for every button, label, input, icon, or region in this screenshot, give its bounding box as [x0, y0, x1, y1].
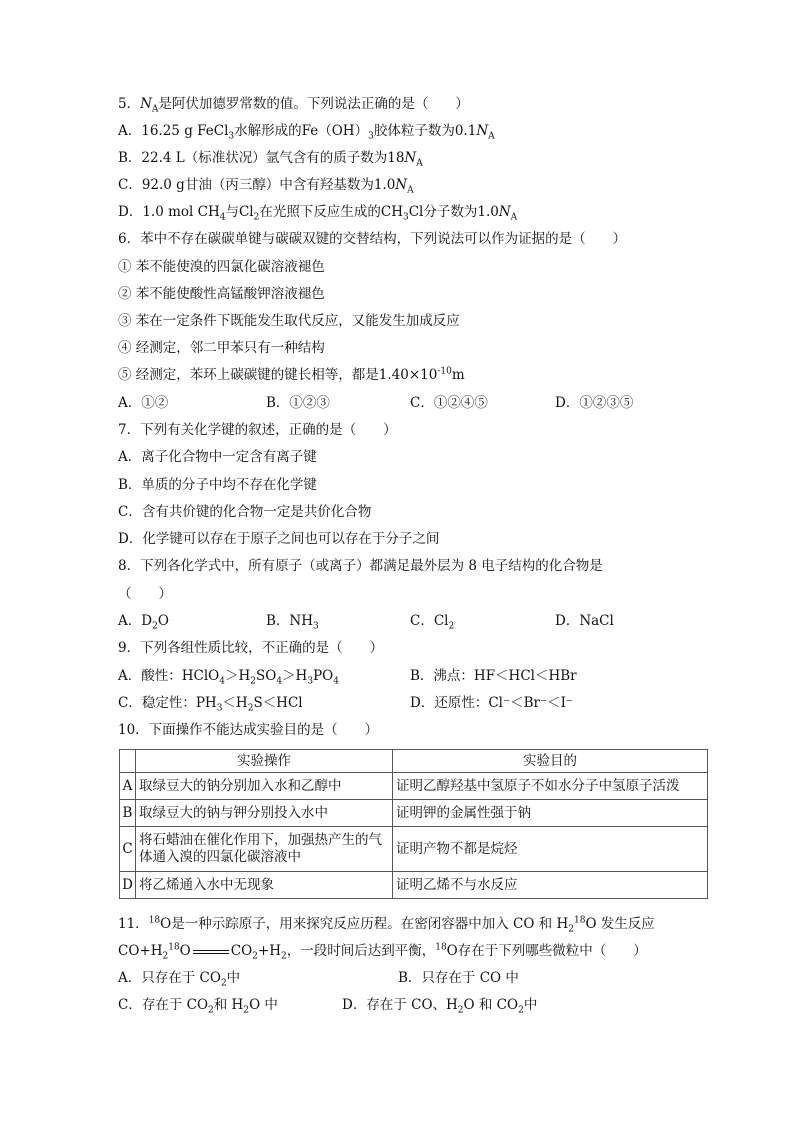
q8-option-b: B．$NH_3$ [266, 613, 319, 632]
q10-table [119, 749, 708, 899]
q11-option-a: A．只存在于 $CO_2$中 [118, 970, 241, 989]
q6-item-5: ⑤ 经测定，苯环上碳碳键的键长相等，都是$1.40\times 10^{-10}m$ [118, 366, 465, 383]
q7-option-c: C．含有共价键的化合物一定是共价化合物 [118, 504, 372, 520]
q5-option-d: D．1.0 mol $CH_4$与$Cl_2$在光照下反应生成的$CH_3Cl$分子数为$1.0N_A$ [118, 204, 518, 223]
q9-option-c: C．稳定性：$PH_3<H_2S<HCl$ [118, 695, 303, 714]
q6-item-1: ① 苯不能使溴的四氯化碳溶液褪色 [118, 259, 325, 275]
q10-row-label: A [120, 773, 136, 800]
q9-option-d: D．还原性：Cl⁻＜Br⁻＜I⁻ [410, 695, 574, 711]
q6-option-c: C．①②④⑤ [410, 395, 488, 411]
q10-row-goal: 证明产物不都是烷烃 [393, 827, 708, 872]
q6-item-2: ② 苯不能使酸性高锰酸钾溶液褪色 [118, 286, 325, 302]
q10-row-label: B [120, 800, 136, 827]
q10-row-operation: 取绿豆大的钠分别加入水和乙醇中 [136, 773, 393, 800]
q6-option-d: D．①②③⑤ [555, 395, 634, 411]
q8-option-c: C．$Cl_2$ [410, 613, 455, 632]
table-row [120, 800, 708, 827]
q7-option-a: A．离子化合物中一定含有离子键 [118, 449, 317, 465]
q5-option-b: B．22.4 L（标准状况）氩气含有的质子数为$18N_A$ [118, 150, 423, 169]
table-row [120, 827, 708, 872]
q7-option-b: B．单质的分子中均不存在化学键 [118, 477, 317, 493]
q10-stem: 10．下面操作不能达成实验目的是（ ） [118, 722, 379, 738]
q10-row-goal: 证明乙醇羟基中氢原子不如水分子中氢原子活泼 [393, 773, 708, 800]
q11-option-d: D．存在于 CO、$H_2O$ 和 $CO_2$中 [342, 997, 538, 1016]
q6-option-b: B．①②③ [266, 395, 330, 411]
q8-option-d: D．NaCl [555, 613, 614, 629]
q5-option-a: A．16.25 g FeCl$_3$水解形成的$Fe(OH)_3$胶体粒子数为$0.1N_A$ [118, 123, 495, 142]
q10-row-operation: 将乙烯通入水中无现象 [136, 872, 393, 899]
q11-stem: 11．$^{18}$O是一种示踪原子，用来探究反应历程。在密闭容器中加入 CO 和 $H_2^{18}O$ 发生反应 [118, 915, 655, 935]
q10-row-operation: 将石蜡油在催化作用下，加强热产生的气体通入溴的四氯化碳溶液中 [136, 827, 393, 872]
q11-equation: $CO+H_2^{18}O$ $CO_2+H_2$，一段时间后达到平衡，$^{18}$O存在于下列哪些微粒中（ ） [118, 942, 647, 962]
q9-option-a: A．酸性：$HClO_4>H_2SO_4>H_3PO_4$ [118, 668, 339, 687]
q5-option-c: C．92.0 g甘油（丙三醇）中含有羟基数为$1.0N_A$ [118, 177, 414, 196]
q10-row-label: C [120, 827, 136, 872]
equilibrium-arrow-icon [193, 948, 229, 956]
q7-stem: 7．下列有关化学键的叙述，正确的是（ ） [118, 422, 397, 438]
table-row [120, 773, 708, 800]
q11-option-c: C．存在于 $CO_2$和 $H_2O$ 中 [118, 997, 278, 1016]
q6-stem: 6．苯中不存在碳碳单键与碳碳双键的交替结构，下列说法可以作为证据的是（ ） [118, 231, 627, 247]
q8-option-a: A．$D_2O$ [118, 613, 169, 632]
table-row [120, 872, 708, 899]
q6-option-a: A．①② [118, 395, 169, 411]
q8-stem: 8．下列各化学式中，所有原子（或离子）都满足最外层为 8 电子结构的化合物是 [118, 558, 603, 574]
q9-option-b: B．沸点：HF＜HCl＜HBr [410, 668, 577, 684]
q10-row-goal: 证明乙烯不与水反应 [393, 872, 708, 899]
q10-row-goal: 证明钾的金属性强于钠 [393, 800, 708, 827]
q10-header-goal: 实验目的 [393, 750, 708, 773]
q10-header-blank [120, 750, 136, 773]
q6-item-4: ④ 经测定，邻二甲苯只有一种结构 [118, 340, 325, 356]
q6-item-3: ③ 苯在一定条件下既能发生取代反应，又能发生加成反应 [118, 313, 460, 329]
q11-option-b: B．只存在于 CO 中 [398, 970, 519, 986]
q10-table-header [120, 750, 708, 773]
q10-header-operation: 实验操作 [136, 750, 393, 773]
q7-option-d: D．化学键可以存在于原子之间也可以存在于分子之间 [118, 531, 440, 547]
q9-stem: 9．下列各组性质比较，不正确的是（ ） [118, 640, 384, 656]
q10-row-operation: 取绿豆大的钠与钾分别投入水中 [136, 800, 393, 827]
q10-row-label: D [120, 872, 136, 899]
q8-paren: （ ） [118, 586, 172, 602]
q5-stem: 5．$N_A$是阿伏加德罗常数的值。下列说法正确的是（ ） [118, 96, 469, 115]
